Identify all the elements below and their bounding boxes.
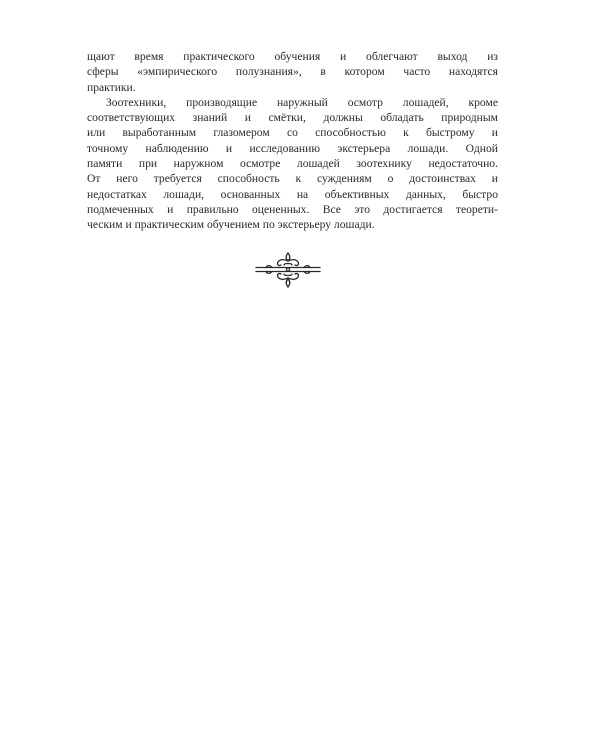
paragraph-1-line-1: щают время практического обучения и облегчают выход из <box>87 50 498 63</box>
paragraph-2-line-4: точному наблюдению и исследованию экстерьера лошади. Одной <box>87 141 498 155</box>
paragraph-2-line-8: подмеченных и правильно оцененных. Все это достигается теорети- <box>87 202 498 216</box>
paragraph-1-line-3: практики. <box>87 80 136 94</box>
paragraph-1-line-2: сферы «эмпирического полузнания», в котором часто находятся <box>87 65 498 79</box>
paragraph-2-line-6: От него требуется способность к суждениям о достоинствах и <box>87 172 498 186</box>
body-text <box>87 49 498 233</box>
paragraph-2-line-5: памяти при наружном осмотре лошадей зоотехнику недостаточно. <box>87 157 498 171</box>
paragraph-2-line-7: недостатках лошади, основанных на объективных данных, быстро <box>87 187 498 201</box>
fleuron-divider-icon <box>254 252 322 288</box>
paragraph-2-line-9: ческим и практическим обучением по экстерьеру лошади. <box>87 218 375 232</box>
paragraph-2-line-3: или выработанным глазомером со способностью к быстрому и <box>87 126 498 140</box>
paragraph-2-line-2: соответствующих знаний и смётки, должны обладать природным <box>87 111 498 125</box>
paragraph-2 <box>87 95 498 233</box>
paragraph-1 <box>87 49 498 95</box>
paragraph-2-line-1: Зоотехники, производящие наружный осмотр лошадей, кроме <box>106 95 498 109</box>
